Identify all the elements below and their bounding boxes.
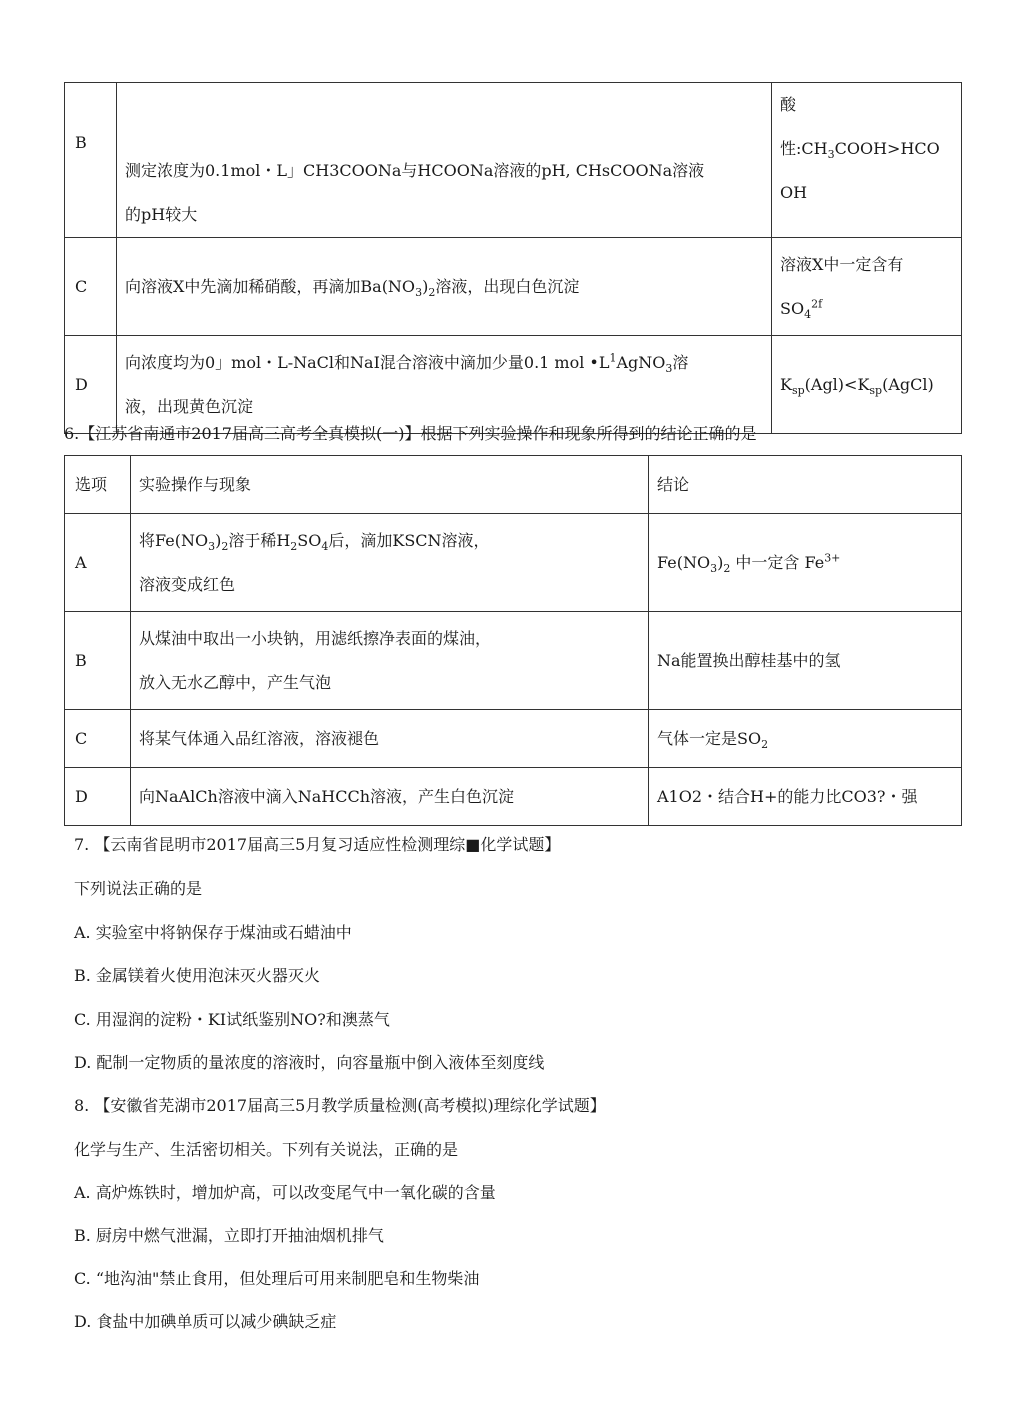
text-span: K xyxy=(780,374,792,394)
conclusion-line: 酸 xyxy=(780,95,797,114)
table-row xyxy=(65,768,962,826)
option-cell: A xyxy=(65,514,131,612)
superscript: 3+ xyxy=(824,551,841,565)
text-span: 溶 xyxy=(672,352,689,372)
superscript: 1 xyxy=(609,351,617,365)
question7-option-b: B. 金属镁着火使用泡沫灭火器灭火 xyxy=(74,966,320,985)
subscript: 2 xyxy=(723,561,731,575)
text-span: CH xyxy=(801,139,828,158)
conclusion-line: OH xyxy=(780,183,808,202)
table-row xyxy=(65,336,962,434)
operation-line xyxy=(139,519,640,563)
operation-cell xyxy=(117,238,772,336)
subscript: 3 xyxy=(415,285,423,299)
header-option: 选项 xyxy=(65,456,131,514)
text-span: 溶液，出现白色沉淀 xyxy=(435,276,580,296)
option-cell: C xyxy=(65,238,117,336)
header-conclusion: 结论 xyxy=(649,456,962,514)
operation-line: 测定浓度为0.1mol・L」CH3COONa与HCOONa溶液的pH, CHsCOONa溶液 xyxy=(125,161,705,180)
conclusion-cell xyxy=(772,83,962,238)
conclusion-cell xyxy=(649,710,962,768)
operation-line: 溶液变成红色 xyxy=(139,574,236,594)
conclusion-cell: A1O2・结合H+的能力比CO3?・强 xyxy=(649,768,962,826)
subscript: 2 xyxy=(221,539,229,553)
operation-line: 的pH较大 xyxy=(125,205,198,224)
option-cell: D xyxy=(65,336,117,434)
question7-option-a: A. 实验室中将钠保存于煤油或石蜡油中 xyxy=(74,923,352,942)
text-span: 将Fe(NO xyxy=(139,530,209,550)
superscript: 2f xyxy=(811,297,823,311)
operation-cell xyxy=(117,336,772,434)
text-span: ) xyxy=(215,530,222,550)
question8-option-c: C. “地沟油"禁止食用，但处理后可用来制肥皂和生物柴油 xyxy=(74,1269,480,1288)
question8-option-a: A. 高炉炼铁时，增加炉高，可以改变尾气中一氧化碳的含量 xyxy=(74,1183,496,1202)
subscript: 2 xyxy=(761,737,769,751)
question5-table-continued xyxy=(64,82,962,434)
option-cell: B xyxy=(65,612,131,710)
conclusion-line: 溶液X中一定含有 xyxy=(780,254,904,274)
option-cell: C xyxy=(65,710,131,768)
subscript: sp xyxy=(791,383,805,397)
operation-cell: 向NaAlCh溶液中滴入NaHCCh溶液，产生白色沉淀 xyxy=(131,768,649,826)
operation-line xyxy=(125,341,763,385)
operation-cell xyxy=(131,612,649,710)
subscript: 3 xyxy=(827,148,835,162)
option-cell: D xyxy=(65,768,131,826)
text-span: COOH>HCO xyxy=(834,139,940,158)
conclusion-cell xyxy=(649,514,962,612)
question7-title: 7. 【云南省昆明市2017届高三5月复习适应性检测理综■化学试题】 xyxy=(74,835,561,854)
subscript: 2 xyxy=(428,285,436,299)
text-span: 中一定含 Fe xyxy=(730,552,825,572)
operation-line: 液，出现黄色沉淀 xyxy=(125,396,254,416)
text-span: 溶于稀H xyxy=(228,530,291,550)
subscript: 3 xyxy=(208,539,216,553)
operation-cell: 将某气体通入品红溶液，溶液褪色 xyxy=(131,710,649,768)
table-row xyxy=(65,83,962,238)
text-span: ) xyxy=(422,276,429,296)
subscript: 4 xyxy=(804,307,812,321)
operation-line: 放入无水乙醇中，产生气泡 xyxy=(139,672,332,692)
text-span: ) xyxy=(717,552,724,572)
conclusion-line xyxy=(780,127,953,171)
question8-option-b: B. 厨房中燃气泄漏，立即打开抽油烟机排气 xyxy=(74,1226,384,1245)
question8-option-d: D. 食盐中加碘单质可以减少碘缺乏症 xyxy=(74,1312,337,1331)
text-span: 向浓度均为0」mol・L-NaCl和NaI混合溶液中滴加少量0.1 mol •L xyxy=(125,352,610,372)
text-span: (AgCl) xyxy=(882,374,934,394)
subscript: 3 xyxy=(710,561,718,575)
question6-table xyxy=(64,455,962,826)
text-span: 性: xyxy=(780,139,802,158)
text-span: 后，滴加KSCN溶液， xyxy=(328,530,490,550)
subscript: sp xyxy=(869,383,883,397)
text-span: SO xyxy=(780,298,805,318)
text-span: 气体一定是SO xyxy=(657,728,762,748)
conclusion-cell: Na能置换出醇桂基中的氢 xyxy=(649,612,962,710)
operation-cell xyxy=(117,83,772,238)
table-row xyxy=(65,238,962,336)
operation-line: 从煤油中取出一小块钠，用滤纸擦净表面的煤油， xyxy=(139,628,492,648)
table-row xyxy=(65,612,962,710)
table-header-row xyxy=(65,456,962,514)
text-span: SO xyxy=(297,530,322,550)
question6-title: 6.【江苏省南通市2017届高三高考全真模拟(一)】根据下列实验操作和现象所得到的结论正确的是 xyxy=(64,424,757,443)
subscript: 2 xyxy=(290,539,298,553)
table-row xyxy=(65,514,962,612)
text-span: 向溶液X中先滴加稀硝酸，再滴加Ba(NO xyxy=(125,276,416,296)
conclusion-cell xyxy=(772,336,962,434)
question7-option-c: C. 用湿润的淀粉・KI试纸鉴别NO?和澳蒸气 xyxy=(74,1010,390,1029)
subscript: 3 xyxy=(665,361,673,375)
table-row xyxy=(65,710,962,768)
subscript: 4 xyxy=(321,539,329,553)
question8-title: 8. 【安徽省芜湖市2017届高三5月教学质量检测(高考模拟)理综化学试题】 xyxy=(74,1096,606,1115)
option-cell: B xyxy=(65,83,117,238)
operation-cell xyxy=(131,514,649,612)
question7-stem: 下列说法正确的是 xyxy=(74,879,203,898)
text-span: Fe(NO xyxy=(657,552,711,572)
text-span: (Agl)<K xyxy=(804,374,870,394)
header-operation: 实验操作与现象 xyxy=(131,456,649,514)
conclusion-line xyxy=(780,287,953,331)
question7-option-d: D. 配制一定物质的量浓度的溶液时，向容量瓶中倒入液体至刻度线 xyxy=(74,1053,545,1072)
conclusion-cell xyxy=(772,238,962,336)
text-span: AgNO xyxy=(616,352,666,372)
question8-stem: 化学与生产、生活密切相关。下列有关说法，正确的是 xyxy=(74,1140,459,1159)
